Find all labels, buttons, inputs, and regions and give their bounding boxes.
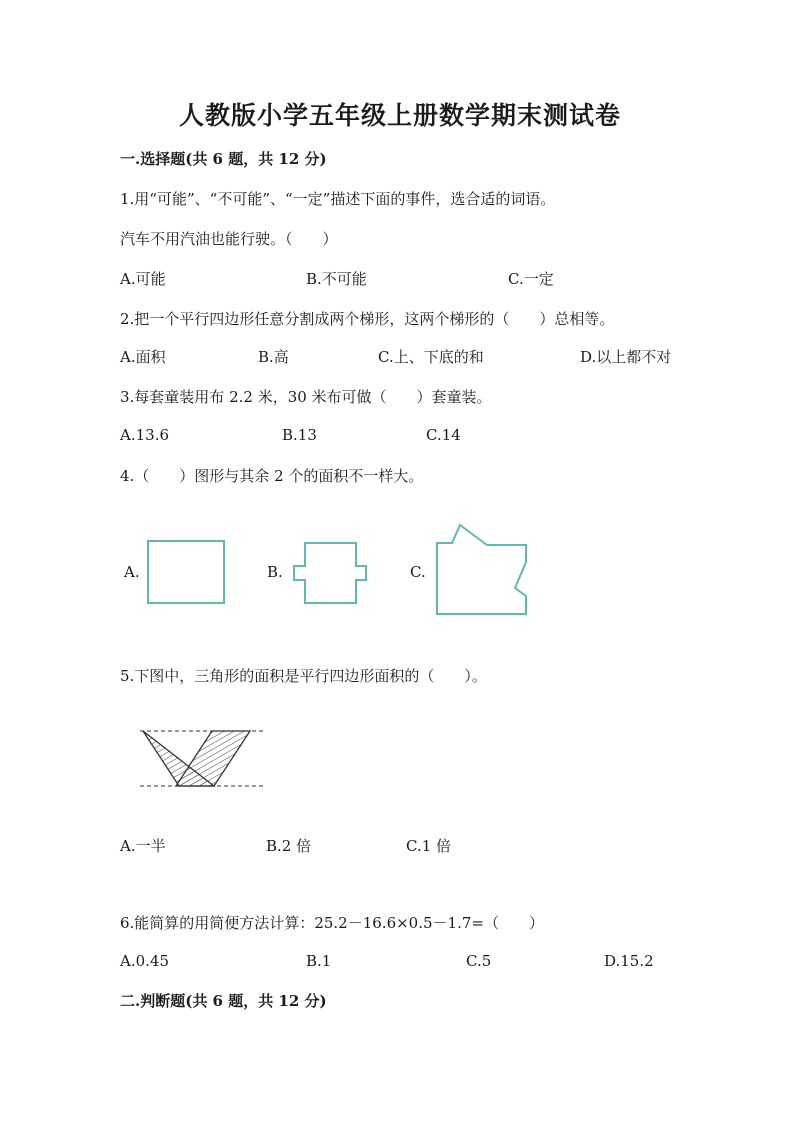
question-1-option-a[interactable]: A.可能 <box>120 270 166 288</box>
question-1-option-c[interactable]: C.一定 <box>508 270 554 288</box>
question-6-text: 6.能简算的用简便方法计算：25.2－16.6×0.5－1.7=（ ） <box>120 914 544 932</box>
section-heading-judgment: 二.判断题(共 6 题，共 12 分) <box>120 992 327 1010</box>
question-5-option-a[interactable]: A.一半 <box>120 837 166 855</box>
page-title: 人教版小学五年级上册数学期末测试卷 <box>178 101 621 130</box>
question-6-option-d[interactable]: D.15.2 <box>604 952 654 970</box>
question-5-option-b[interactable]: B.2 倍 <box>266 837 312 855</box>
question-1-statement: 汽车不用汽油也能行驶。（ ） <box>120 230 338 248</box>
question-6-option-b[interactable]: B.1 <box>306 952 332 970</box>
question-6-option-a[interactable]: A.0.45 <box>120 952 169 970</box>
question-1-text: 1.用“可能”、“不可能”、“一定”描述下面的事件，选合适的词语。 <box>120 190 556 208</box>
figure-label-a[interactable]: A. <box>124 563 140 581</box>
section-heading-choice: 一.选择题(共 6 题，共 12 分) <box>120 150 327 168</box>
question-3-text: 3.每套童装用布 2.2 米，30 米布可做（ ）套童装。 <box>120 388 492 406</box>
question-2-option-d[interactable]: D.以上都不对 <box>580 348 672 366</box>
question-6-option-c[interactable]: C.5 <box>466 952 492 970</box>
question-5-option-c[interactable]: C.1 倍 <box>406 837 452 855</box>
figure-label-c[interactable]: C. <box>410 563 426 581</box>
question-2-option-c[interactable]: C.上、下底的和 <box>378 348 484 366</box>
question-5-text: 5.下图中，三角形的面积是平行四边形面积的（ ）。 <box>120 667 487 685</box>
question-3-option-c[interactable]: C.14 <box>426 426 461 444</box>
question-3-option-b[interactable]: B.13 <box>282 426 317 444</box>
question-2-option-b[interactable]: B.高 <box>258 348 289 366</box>
figure-label-b[interactable]: B. <box>267 563 283 581</box>
question-3-option-a[interactable]: A.13.6 <box>120 426 169 444</box>
question-2-option-a[interactable]: A.面积 <box>120 348 166 366</box>
question-1-option-b[interactable]: B.不可能 <box>306 270 367 288</box>
question-4-text: 4.（ ）图形与其余 2 个的面积不一样大。 <box>120 467 424 485</box>
question-2-text: 2.把一个平行四边形任意分割成两个梯形，这两个梯形的（ ）总相等。 <box>120 310 615 328</box>
parallelogram-shape <box>176 731 250 786</box>
